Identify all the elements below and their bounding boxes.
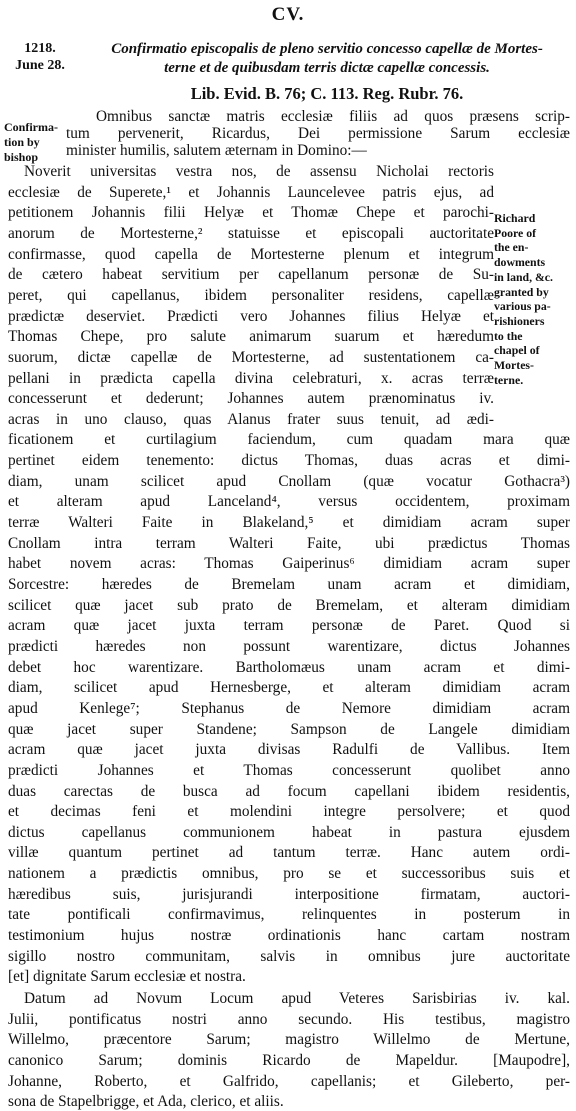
body-line: [et] dignitate Sarum ecclesiæ et nostra. (8, 968, 246, 986)
body-line: de cætero habeat servitium per capellanum personæ de Su- (8, 266, 494, 284)
title-line: terne et de quibusdam terris dictæ capellæ concessis. (164, 60, 490, 76)
body-line: Johanne, Roberto, et Galfrido, capellanis; et Gileberto, per- (8, 1072, 570, 1090)
body-line: et decimas feni et molendini integre persolvere; et quod (8, 803, 570, 821)
body-line: habet novem acras: Thomas Gaiperinus⁶ dimidiam acram super (8, 555, 570, 573)
body-line: acram quæ jacet juxta terram personæ de Paret. Quod si (8, 617, 570, 635)
body-line: terræ Walteri Faite in Blakeland,⁵ et dimidiam acram super (8, 514, 570, 532)
body-line: Cnollam intra terram Walteri Faite, ubi prædictus Thomas (8, 534, 570, 552)
margin-line: terne. (494, 372, 524, 387)
body-line: canonico Sarum; dominis Ricardo de Mapeldur. [Maupodre], (8, 1051, 570, 1069)
body-line: diam, scilicet apud Hernesberge, et alteram dimidiam acram (8, 679, 570, 697)
source-reference: Lib. Evid. B. 76; C. 113. Reg. Rubr. 76. (190, 84, 464, 103)
body-line: apud Kenlege⁷; Stephanus de Nemore dimidiam acram (8, 699, 570, 717)
body-line: testimonium hujus nostræ ordinationis hanc cartam nostram (8, 927, 570, 945)
charter-body (4, 108, 572, 1111)
body-line: debet hoc warentizare. Bartholomæus unam acram et dimi- (8, 658, 570, 676)
body-line: tum pervenerit, Ricardus, Dei permissione Sarum ecclesiæ (66, 125, 570, 142)
body-line: Julii, pontificatus nostri anno secundo. His testibus, magistro (8, 1010, 570, 1028)
body-line: hæredibus suis, jurisjurandi interpositione firmatam, auctori- (8, 885, 570, 903)
body-line: ecclesiæ de Superete,¹ et Johannis Launcelevee patris ejus, ad (8, 183, 494, 201)
body-line: quæ jacet super Standene; Sampson de Langele dimidiam (8, 720, 570, 738)
body-line: prædicti hæredes non possunt warentizare, dictus Johannes (8, 637, 570, 655)
charter-number: CV. (271, 4, 305, 25)
body-line: tate pontificali confirmavimus, relinquentes in posterum in (8, 906, 570, 924)
body-line: et alteram apud Lanceland⁴, versus occidentem, proximam (8, 493, 570, 511)
body-line: Datum ad Novum Locum apud Veteres Sarisbirias iv. kal. (24, 990, 570, 1007)
body-line: peret, qui capellanus, ibidem personaliter residens, capellæ (8, 286, 494, 304)
body-line: prædictæ deserviet. Prædicti vero Johannes filius Helyæ et (8, 307, 494, 325)
body-line: dictus capellanus communionem habeat in pastura ejusdem (8, 823, 570, 841)
body-line: Thomas Chepe, pro salute animarum suarum et hæredum (8, 328, 494, 346)
body-line: petitionem Johannis filii Helyæ et Thomæ Chepe et parochi- (8, 204, 494, 222)
margin-line: to the (494, 328, 523, 343)
title-line: Confirmatio episcopalis de pleno servitio concesso capellæ de Mortes- (111, 41, 543, 57)
date-day: June 28. (15, 58, 65, 73)
margin-line: Richard (494, 211, 536, 225)
margin-line: the en- (494, 240, 529, 255)
body-line: villæ quantum pertinet ad tantum terræ. Hanc autem ordi- (8, 844, 570, 862)
body-line: ficationem et curtilagium faciendum, cum quadam mara quæ (8, 431, 570, 449)
body-line: suorum, dictæ capellæ de Mortesterne, ad sustentationem ca- (8, 348, 494, 366)
body-line: nationem a prædictis omnibus, pro se et successoribus suis et (8, 865, 570, 883)
body-line: scilicet quæ jacet sub prato de Bremelam, et alteram dimidiam (8, 596, 570, 614)
body-line: acras in uno clauso, quas Alanus frater suus tenuit, ad ædi- (8, 410, 494, 428)
body-line: pertinet eidem tenemento: dictus Thomas, duas acras et dimi- (8, 452, 570, 470)
body-line: prædicti Johannes et Thomas concesserunt quolibet anno (8, 761, 570, 779)
margin-line: tion by (4, 135, 40, 149)
body-line: Willelmo, præcentore Sarum; magistro Willelmo de Mertune, (8, 1031, 570, 1049)
body-line: diam, unam scilicet apud Cnollam (quæ vocatur Gothacra³) (8, 472, 570, 490)
body-line: Omnibus sanctæ matris ecclesiæ filiis ad quos præsens scrip- (96, 108, 570, 125)
body-line: Sorcestre: hæredes de Bremelam unam acram et dimidiam, (8, 576, 570, 593)
body-line: confirmasse, quod capella de Mortesterne plenum et integrum (8, 245, 494, 263)
margin-line: Confirma- (4, 120, 58, 134)
margin-line: chapel of (494, 343, 540, 358)
body-line: minister humilis, salutem æternam in Domino:— (66, 142, 367, 159)
margin-line: Mortes- (494, 358, 534, 373)
body-line: sona de Stapelbrigge, et Ada, clerico, et aliis. (8, 1093, 284, 1111)
body-line: sigillo nostro communitam, salvis in omnibus jure auctoritate (8, 947, 570, 965)
margin-line: in land, &c. (494, 269, 553, 284)
body-line: concesserunt et dederunt; Johannes autem prænominatus iv. (8, 390, 494, 408)
margin-line: Poore of (494, 225, 537, 240)
body-line: acram quæ jacet juxta divisas Radulfi de Vallibus. Item (8, 741, 570, 759)
body-line: pellani in prædicta capella divina celebraturi, x. acras terræ (8, 369, 494, 387)
margin-line: granted by (494, 284, 549, 299)
body-line: duas carectas de busca ad focum capellani ibidem residentis, (8, 782, 570, 800)
margin-line: various pa- (494, 299, 551, 314)
body-line: Noverit universitas vestra nos, de assensu Nicholai rectoris (24, 163, 494, 180)
margin-line: bishop (4, 150, 39, 164)
body-line: anorum de Mortesterne,² statuisse et episcopali auctoritate (8, 224, 494, 242)
margin-line: dowments (494, 255, 546, 270)
charter-title (84, 40, 570, 78)
date-year: 1218. (24, 41, 56, 56)
margin-line: rishioners (494, 313, 545, 328)
charter-date (4, 40, 76, 74)
